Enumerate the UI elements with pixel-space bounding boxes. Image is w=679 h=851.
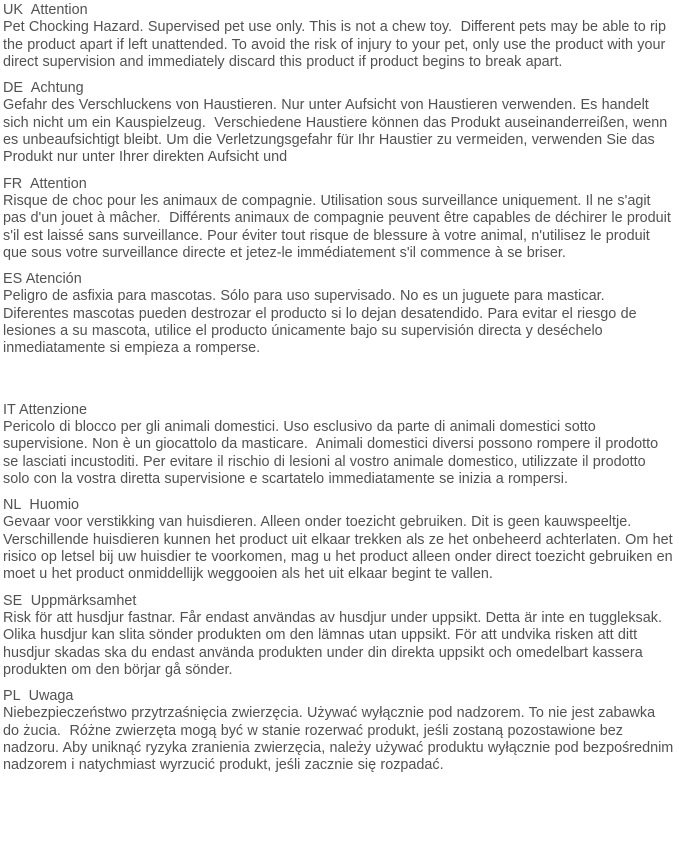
section-heading-fr: FR Attention [3,175,87,192]
warning-section-it [3,402,675,488]
section-body-pl: Niebezpieczeństwo przytrzaśnięcia zwierzęcia. Używać wyłącznie pod nadzorem. To nie jest zabawka do żucia. Różne zwierzęta mogą być w stanie rozerwać produkt, jeśli zostaną pozostawione bez nadzoru. Aby uniknąć ryzyka zranienia zwierzęcia, należy używać produktu wyłącznie pod bezpośrednim nadzorem i natychmiast wyrzucić produkt, jeśli zacznie się rozpadać. [3,705,678,774]
section-body-de: Gefahr des Verschluckens von Haustieren. Nur unter Aufsicht von Haustieren verwenden. Es handelt sich nicht um ein Kauspielzeug. Verschiedene Haustiere können das Produkt auseinanderreißen, wenn es unbeaufsichtigt bleibt. Um die Verletzungsgefahr für Ihr Haustier zu vermeiden, verwenden Sie das Produkt nur unter Ihrer direkten Aufsicht und [3,97,672,166]
section-heading-pl: PL Uwaga [3,688,74,705]
section-heading-uk: UK Attention [3,2,88,18]
warning-section-se [3,593,675,679]
warning-section-fr [3,176,675,262]
warning-section-uk [3,2,675,71]
section-heading-se: SE Uppmärksamhet [3,592,137,609]
warning-section-nl [3,497,675,583]
warning-section-es [3,271,675,357]
section-body-nl: Gevaar voor verstikking van huisdieren. Alleen onder toezicht gebruiken. Dit is geen kauwspeeltje. Verschillende huisdieren kunnen het product uit elkaar trekken als ze het onbeheerd achterlaten. Om het risico op letsel bij uw huisdier te voorkomen, mag u het product alleen onder direct toezicht gebruiken en moet u het product onmiddellijk weggooien als het uit elkaar begint te vallen. [3,514,677,583]
warning-section-pl [3,688,678,774]
section-body-es: Peligro de asfixia para mascotas. Sólo para uso supervisado. No es un juguete para masticar. Diferentes mascotas pueden destrozar el producto si lo dejan desatendido. Para evitar el riesgo de lesiones a su mascota, utilice el producto únicamente bajo su supervisión directa y deséchelo inmediatamente si empieza a romperse. [3,288,641,357]
section-body-it: Pericolo di blocco per gli animali domestici. Uso esclusivo da parte di animali domestici sotto supervisione. Non è un giocattolo da masticare. Animali domestici diversi possono rompere il prodotto se lasciati incustoditi. Per evitare il rischio di lesioni al vostro animale domestico, utilizzate il prodotto solo con la vostra diretta supervisione e scartatelo immediatamente se inizia a rompersi. [3,418,663,487]
warning-section-de [3,80,675,166]
section-heading-it: IT Attenzione [3,401,88,418]
section-heading-es: ES Atención [3,271,82,288]
section-body-fr: Risque de choc pour les animaux de compagnie. Utilisation sous surveillance uniquement. Il ne s'agit pas d'un jouet à mâcher. Différents animaux de compagnie peuvent être capables de déchirer le produit s'il est laissé sans surveillance. Pour éviter tout risque de blessure à votre animal, n'utilisez le produit que sous votre surveillance directe et jetez-le immédiatement s'il commence à se briser. [3,192,676,261]
section-heading-nl: NL Huomio [3,497,80,514]
section-body-se: Risk för att husdjur fastnar. Får endast användas av husdjur under uppsikt. Detta är inte en tuggleksak. Olika husdjur kan slita sönder produkten om den lämnas utan uppsikt. För att undvika risken att ditt husdjur skadas ska du endast använda produkten under din direkta uppsikt och omedelbart kassera produkten om den börjar gå sönder. [3,609,671,678]
section-body-uk: Pet Chocking Hazard. Supervised pet use only. This is not a chew toy. Different pets may be able to rip the product apart if left unattended. To avoid the risk of injury to your pet, only use the product with your direct supervision and immediately discard this product if product begins to break apart. [3,19,671,70]
section-heading-de: DE Achtung [3,80,84,97]
